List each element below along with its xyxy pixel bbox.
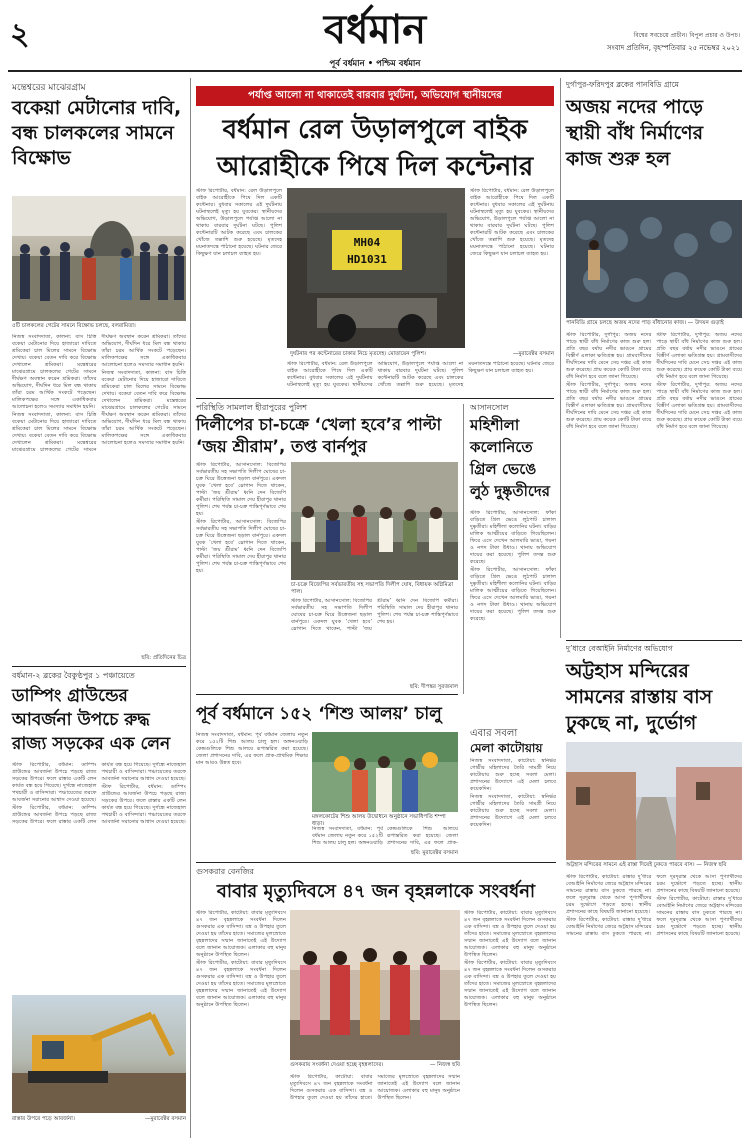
story6-kicker: আসানসোল <box>470 403 509 412</box>
masthead-rule <box>8 70 742 72</box>
story5-headline[interactable]: পূর্ব বর্ধমানে ১৫২ ‘শিশু আলয়’ চালু <box>196 704 442 724</box>
story1-body-text: নিজস্ব সংবাদদাতা, কালনা: বাস চিত্তি বকেয়া মেটানোর দিয়ে হাজারো দাবিতে শ্রমিকেরা চাল মিলের সামনে বিক্ষোভ দেখায়। বকেয়া বেতন দাবি করে বিক্ষোভ দেখালেন শ্রমিকরা। মন্তেশ্বরের মাঝেরগ্রামে চালকলের গেটের সামনে দীর্ঘক্ষণ অবস্থান করেন শ্রমিকরা। তাঁদের অভিযোগ, দীর্ঘদিন ধরে মিল বন্ধ থাকায় তাঁরা চরম আর্থিক সংকটে পড়েছেন। মালিকপক্ষের সঙ্গে একাধিকবার আলোচনা হলেও সমস্যার সমাধান হয়নি। <box>12 334 97 410</box>
temple-road-image <box>566 742 742 860</box>
story10-body-text-2: স্টাফ রিপোর্টার, কাটোয়া: বাবার মৃত্যুদিবসে ৪৭ জন বৃহন্নলাকে সংবর্ধনা দিলেন গুসকরার এক বাসিন্দা। বস্ত্র ও উপহার তুলে দেওয়া হয় তাঁদের হাতে। সমাজের মূলস্রোতে বৃহন্নলাদের সম্মান জানাতেই এই উদ্যোগ বলে জানান আয়োজক। এলাকার বহু মানুষ অনুষ্ঠানে উপস্থিত ছিলেন। <box>290 1074 460 1101</box>
story7-body-text: নিজস্ব সংবাদদাতা, কাটোয়া: স্বনির্ভর গোষ্ঠীর মহিলাদের তৈরি সামগ্রী নিয়ে কাটোয়ায় শুরু হচ্ছে সবলা মেলা। প্রশাসনের উদ্যোগে এই মেলা চলবে কয়েকদিন। <box>470 758 556 792</box>
story5-body-text: নিজস্ব সংবাদদাতা, বর্ধমান: পূর্ব বর্ধমান জেলায় নতুন করে ১৫২টি শিশু আলয় চালু হল। অঙ্গনওয়াড়ি কেন্দ্রগুলিকে শিশু আলয়ে রূপান্তরিত করা হয়েছে। জেলা প্রশাসনের দাবি, এর ফলে প্রাক-প্রাথমিক শিক্ষার মান আরও উন্নত হবে। <box>196 732 308 766</box>
story3-rule <box>196 398 554 399</box>
story7-body-text-cont: নিজস্ব সংবাদদাতা, কাটোয়া: স্বনির্ভর গোষ্ঠীর মহিলাদের তৈরি সামগ্রী নিয়ে কাটোয়ায় শুরু হচ্ছে সবলা মেলা। প্রশাসনের উদ্যোগে এই মেলা চলবে কয়েকদিন। <box>470 794 556 828</box>
story3-body-text: স্টাফ রিপোর্টার, বর্ধমান: রেল উড়ালপুলে বাইক আরোহীকে পিষে দিল একটি কন্টেনার। বুধবার সকালের এই দুর্ঘটনায় ঘটনাস্থলেই মৃত্যু হয় যুবকের। স্থানীয়দের অভিযোগ, উড়ালপুলে পর্যাপ্ত আলো না থাকায় বারবার দুর্ঘটনা ঘটছে। পুলিশ কন্টেনারটি আটক করেছে এবং চালকের খোঁজে তল্লাশি শুরু হয়েছে। মৃতদেহ ময়নাতদন্তে পাঠানো হয়েছে। ঘটনার জেরে কিছুক্ষণ যান চলাচল ব্যাহত হয়। <box>196 188 282 257</box>
story1-body <box>12 334 186 652</box>
felicitation-image <box>290 910 460 1060</box>
story1-byline: ছবি: প্রতিদিনের চিত্র <box>141 655 186 661</box>
story2-photo <box>12 995 186 1113</box>
page-number: ২ <box>10 17 30 52</box>
story3-body-text-2: স্টাফ রিপোর্টার, বর্ধমান: রেল উড়ালপুলে বাইক আরোহীকে পিষে দিল একটি কন্টেনার। বুধবার সকালের এই দুর্ঘটনায় ঘটনাস্থলেই মৃত্যু হয় যুবকের। স্থানীয়দের অভিযোগ, উড়ালপুলে পর্যাপ্ত আলো না থাকায় বারবার দুর্ঘটনা ঘটছে। পুলিশ কন্টেনারটি আটক করেছে এবং চালকের খোঁজে তল্লাশি শুরু হয়েছে। মৃতদেহ ময়নাতদন্তে পাঠানো হয়েছে। ঘটনার জেরে কিছুক্ষণ যান চলাচল ব্যাহত হয়। <box>470 188 554 257</box>
story10-byline: — নিজস্ব ছবি <box>429 1062 460 1068</box>
story2-body-text-cont: স্টাফ রিপোর্টার, বর্ধমান: ডাম্পিং গ্রাউন্ডের আবর্জনা উপচে পড়ছে রাজ্য সড়কের উপরে। ফলে রাস্তার একটি লেন কার্যত বন্ধ হয়ে গিয়েছে। দুর্গন্ধে নাজেহাল পথচারী ও বাসিন্দারা। পঞ্চায়েতের তরফে আবর্জনা সরানোর আশ্বাস দেওয়া হয়েছে। <box>12 762 186 825</box>
embankment-image <box>566 200 742 318</box>
story10-body-right <box>464 910 556 1136</box>
story4-kicker: পরিস্থিতি সামলাল হীরাপুরের পুলিশ <box>196 403 307 412</box>
story3-byline: —মুরারেক্টর বসমান <box>512 351 554 357</box>
protest-image <box>12 196 186 321</box>
story8-body-text-cont: স্টাফ রিপোর্টার, দুর্গাপুর: অজয় নদের পাড়ে স্থায়ী বাঁধ নির্মাণের কাজ শুরু হল। প্রতি বছর বর্ষায় নদীর ভাঙনে গ্রামের বিস্তীর্ণ এলাকা ক্ষতিগ্রস্ত হয়। গ্রামবাসীদের দীর্ঘদিনের দাবি মেনে সেচ দপ্তর এই কাজ শুরু করেছে। প্রায় কয়েক কোটি টাকা ব্যয়ে বাঁধ নির্মাণ হবে বলে জানা গিয়েছে। <box>566 382 652 430</box>
story4-body-text: স্টাফ রিপোর্টার, আসানসোল: বিজেপির সর্বভারতীয় সহ সভাপতি দিলীপ ঘোষের চা-চক্র ঘিরে উত্তেজনা ছড়াল বার্নপুরে। একদল যুবক ‘খেলা হবে’ স্লোগান দিতে থাকেন, পাল্টা ‘জয় শ্রীরাম’ ধ্বনি দেন বিজেপি কর্মীরা। পরিস্থিতি সামাল দেয় হীরাপুর থানার পুলিশ। শেষ পর্যন্ত চা-চক্র শান্তিপূর্ণভাবে শেষ হয়। <box>196 462 286 517</box>
story8-body-text: স্টাফ রিপোর্টার, দুর্গাপুর: অজয় নদের পাড়ে স্থায়ী বাঁধ নির্মাণের কাজ শুরু হল। প্রতি বছর বর্ষায় নদীর ভাঙনে গ্রামের বিস্তীর্ণ এলাকা ক্ষতিগ্রস্ত হয়। গ্রামবাসীদের দীর্ঘদিনের দাবি মেনে সেচ দপ্তর এই কাজ শুরু করেছে। প্রায় কয়েক কোটি টাকা ব্যয়ে বাঁধ নির্মাণ হবে বলে জানা গিয়েছে। <box>566 332 652 380</box>
story3-body-left <box>196 188 282 353</box>
story1-body-text-cont2: নিজস্ব সংবাদদাতা, কালনা: বাস চিত্তি বকেয়া মেটানোর দিয়ে হাজারো দাবিতে শ্রমিকেরা চাল মিলের সামনে বিক্ষোভ দেখায়। বকেয়া বেতন দাবি করে বিক্ষোভ দেখালেন শ্রমিকরা। মন্তেশ্বরের মাঝেরগ্রামে চালকলের গেটের সামনে দীর্ঘক্ষণ অবস্থান করেন শ্রমিকরা। তাঁদের অভিযোগ, দীর্ঘদিন ধরে মিল বন্ধ থাকায় তাঁরা চরম আর্থিক সংকটে পড়েছেন। মালিকপক্ষের সঙ্গে একাধিকবার আলোচনা হলেও সমস্যার সমাধান হয়নি। <box>101 370 186 446</box>
story2-body-text: স্টাফ রিপোর্টার, বর্ধমান: ডাম্পিং গ্রাউন্ডের আবর্জনা উপচে পড়ছে রাজ্য সড়কের উপরে। ফলে রাস্তার একটি লেন কার্যত বন্ধ হয়ে গিয়েছে। দুর্গন্ধে নাজেহাল পথচারী ও বাসিন্দারা। পঞ্চায়েতের তরফে আবর্জনা সরানোর আশ্বাস দেওয়া হয়েছে। <box>12 762 97 803</box>
story9-kicker: দু’ধারে বেআইনি নির্মাণের অভিযোগ <box>566 644 673 653</box>
story9-headline[interactable]: অট্টহাস মন্দিরের সামনের রাস্তায় বাস ঢুকছে না, দুর্ভোগ <box>566 660 713 734</box>
story3-body-bottom <box>287 361 554 393</box>
story9-body-text-cont: স্টাফ রিপোর্টার, কাটোয়া: রাস্তার দু’ধারে বেআইনি নির্মাণের জেরে অট্টহাস মন্দিরের সামনের রাস্তায় বাস ঢুকতে পারছে না। ফলে দূরদূরান্ত থেকে আসা পুণ্যার্থীদের চরম দুর্ভোগে পড়তে হচ্ছে। স্থানীয় প্রশাসনের কাছে বিষয়টি জানানো হয়েছে। <box>566 874 742 937</box>
story6-body-text-cont: স্টাফ রিপোর্টার, আসানসোল: ফাঁকা বাড়িতে গ্রিল ভেঙে লুঠপাট চালাল দুষ্কৃতীরা। মহিশীলা কলোনির ঘটনা। বাড়ির মালিক আত্মীয়ের বাড়িতে গিয়েছিলেন। ফিরে এসে দেখেন আলমারি ভাঙা, গয়না ও নগদ টাকা উধাও। থানায় অভিযোগ দায়ের করা হয়েছে। পুলিশ তদন্ত শুরু করেছে। <box>470 567 556 622</box>
story3-body-right <box>470 188 554 348</box>
story10-body-text: স্টাফ রিপোর্টার, কাটোয়া: বাবার মৃত্যুদিবসে ৪৭ জন বৃহন্নলাকে সংবর্ধনা দিলেন গুসকরার এক বাসিন্দা। বস্ত্র ও উপহার তুলে দেওয়া হয় তাঁদের হাতে। সমাজের মূলস্রোতে বৃহন্নলাদের সম্মান জানাতেই এই উদ্যোগ বলে জানান আয়োজক। এলাকার বহু মানুষ অনুষ্ঠানে উপস্থিত ছিলেন। <box>196 910 286 958</box>
story8-body-text-cont2: স্টাফ রিপোর্টার, দুর্গাপুর: অজয় নদের পাড়ে স্থায়ী বাঁধ নির্মাণের কাজ শুরু হল। প্রতি বছর বর্ষায় নদীর ভাঙনে গ্রামের বিস্তীর্ণ এলাকা ক্ষতিগ্রস্ত হয়। গ্রামবাসীদের দীর্ঘদিনের দাবি মেনে সেচ দপ্তর এই কাজ শুরু করেছে। প্রায় কয়েক কোটি টাকা ব্যয়ে বাঁধ নির্মাণ হবে বলে জানা গিয়েছে। <box>656 332 742 380</box>
story9-body <box>566 874 742 1136</box>
plate-bottom: HD1031 <box>347 253 387 266</box>
section-paschim[interactable]: পশ্চিম বর্ধমান <box>376 59 421 69</box>
story9-photo <box>566 742 742 860</box>
story10-body-text-4: স্টাফ রিপোর্টার, কাটোয়া: বাবার মৃত্যুদিবসে ৪৭ জন বৃহন্নলাকে সংবর্ধনা দিলেন গুসকরার এক বাসিন্দা। বস্ত্র ও উপহার তুলে দেওয়া হয় তাঁদের হাতে। সমাজের মূলস্রোতে বৃহন্নলাদের সম্মান জানাতেই এই উদ্যোগ বলে জানান আয়োজক। এলাকার বহু মানুষ অনুষ্ঠানে উপস্থিত ছিলেন। <box>464 960 556 1008</box>
story5-body-right <box>312 826 458 848</box>
inauguration-image <box>312 732 458 812</box>
story5-byline: ছবি: মুরারেক্টর বসমান <box>410 850 458 856</box>
story1-headline[interactable]: বকেয়া মেটানোর দাবি, বন্ধ চালকলের সামনে বিক্ষোভ <box>12 97 182 169</box>
story3-body-text-3: স্টাফ রিপোর্টার, বর্ধমান: রেল উড়ালপুলে বাইক আরোহীকে পিষে দিল একটি কন্টেনার। বুধবার সকালের এই দুর্ঘটনায় ঘটনাস্থলেই মৃত্যু হয় যুবকের। স্থানীয়দের অভিযোগ, উড়ালপুলে পর্যাপ্ত আলো না থাকায় বারবার দুর্ঘটনা ঘটছে। পুলিশ কন্টেনারটি আটক করেছে এবং চালকের খোঁজে তল্লাশি শুরু হয়েছে। মৃতদেহ ময়নাতদন্তে পাঠানো হয়েছে। ঘটনার জেরে কিছুক্ষণ যান চলাচল ব্যাহত হয়। <box>287 361 554 388</box>
story7-kicker: এবার সবলা <box>470 728 518 739</box>
story2-caption: রাস্তার উপরে পড়ে আবর্জনা। <box>12 1116 75 1122</box>
story4-body-left <box>196 462 286 690</box>
story9-caption: অট্টহাস মন্দিরের সামনে এই রাস্তা দিয়েই ঢুকতে পারবে বাস। — নিজস্ব ছবি <box>566 862 727 868</box>
story10-body-text-cont: স্টাফ রিপোর্টার, কাটোয়া: বাবার মৃত্যুদিবসে ৪৭ জন বৃহন্নলাকে সংবর্ধনা দিলেন গুসকরার এক বাসিন্দা। বস্ত্র ও উপহার তুলে দেওয়া হয় তাঁদের হাতে। সমাজের মূলস্রোতে বৃহন্নলাদের সম্মান জানাতেই এই উদ্যোগ বলে জানান আয়োজক। এলাকার বহু মানুষ অনুষ্ঠানে উপস্থিত ছিলেন। <box>196 960 286 1008</box>
story5-body-text-2: নিজস্ব সংবাদদাতা, বর্ধমান: পূর্ব বর্ধমান জেলায় নতুন করে ১৫২টি শিশু আলয় চালু হল। অঙ্গনওয়াড়ি কেন্দ্রগুলিকে শিশু আলয়ে রূপান্তরিত করা হয়েছে। জেলা প্রশাসনের দাবি, এর ফলে প্রাক- <box>312 826 458 846</box>
story1-rule <box>12 666 186 667</box>
story4-body-text-2: স্টাফ রিপোর্টার, আসানসোল: বিজেপির সর্বভারতীয় সহ সভাপতি দিলীপ ঘোষের চা-চক্র ঘিরে উত্তেজনা ছড়াল বার্নপুরে। একদল যুবক ‘খেলা হবে’ স্লোগান দিতে থাকেন, পাল্টা ‘জয় শ্রীরাম’ ধ্বনি দেন বিজেপি কর্মীরা। পরিস্থিতি সামাল দেয় হীরাপুর থানার পুলিশ। শেষ পর্যন্ত চা-চক্র শান্তিপূর্ণভাবে শেষ হয়। <box>291 598 458 632</box>
story2-kicker: বর্ধমান-২ ব্লকের বৈকুণ্ঠপুর ১ পঞ্চায়েতে <box>12 671 135 680</box>
story8-rule <box>566 640 742 641</box>
story9-body-text-cont2: স্টাফ রিপোর্টার, কাটোয়া: রাস্তার দু’ধারে বেআইনি নির্মাণের জেরে অট্টহাস মন্দিরের সামনের রাস্তায় বাস ঢুকতে পারছে না। ফলে দূরদূরান্ত থেকে আসা পুণ্যার্থীদের চরম দুর্ভোগে পড়তে হচ্ছে। স্থানীয় প্রশাসনের কাছে বিষয়টি জানানো হয়েছে। <box>656 896 742 937</box>
story10-caption: গুসকরায় সংবর্ধনা দেওয়া হচ্ছে বৃহন্নলাদের। <box>290 1062 384 1068</box>
tea-meeting-image <box>291 462 458 580</box>
section-separator: • <box>367 59 377 69</box>
story9-body-text: স্টাফ রিপোর্টার, কাটোয়া: রাস্তার দু’ধারে বেআইনি নির্মাণের জেরে অট্টহাস মন্দিরের সামনের রাস্তায় বাস ঢুকতে পারছে না। ফলে দূরদূরান্ত থেকে আসা পুণ্যার্থীদের চরম দুর্ভোগে পড়তে হচ্ছে। স্থানীয় প্রশাসনের কাছে বিষয়টি জানানো হয়েছে। <box>566 874 652 915</box>
story10-body-text-3: স্টাফ রিপোর্টার, কাটোয়া: বাবার মৃত্যুদিবসে ৪৭ জন বৃহন্নলাকে সংবর্ধনা দিলেন গুসকরার এক বাসিন্দা। বস্ত্র ও উপহার তুলে দেওয়া হয় তাঁদের হাতে। সমাজের মূলস্রোতে বৃহন্নলাদের সম্মান জানাতেই এই উদ্যোগ বলে জানান আয়োজক। এলাকার বহু মানুষ অনুষ্ঠানে উপস্থিত ছিলেন। <box>464 910 556 958</box>
story1-photo <box>12 196 186 321</box>
story1-caption: ৫টি চালকলের গেটের সামনে বিক্ষোভ চলছে, বলরামিতা। <box>12 323 136 329</box>
column-rule-center <box>463 404 464 694</box>
story4-rule <box>196 694 458 695</box>
story3-headline[interactable]: বর্ধমান রেল উড়ালপুলে বাইক আরোহীকে পিষে দিল কন্টেনার <box>216 115 534 182</box>
story8-photo <box>566 200 742 318</box>
story1-body-text-cont: নিজস্ব সংবাদদাতা, কালনা: বাস চিত্তি বকেয়া মেটানোর দিয়ে হাজারো দাবিতে শ্রমিকেরা চাল মিলের সামনে বিক্ষোভ দেখায়। বকেয়া বেতন দাবি করে বিক্ষোভ দেখালেন শ্রমিকরা। মন্তেশ্বরের মাঝেরগ্রামে চালকলের গেটের সামনে দীর্ঘক্ষণ অবস্থান করেন শ্রমিকরা। তাঁদের অভিযোগ, দীর্ঘদিন ধরে মিল বন্ধ থাকায় তাঁরা চরম আর্থিক সংকটে পড়েছেন। মালিকপক্ষের সঙ্গে একাধিকবার আলোচনা হলেও সমস্যার সমাধান হয়নি। <box>12 334 186 453</box>
story10-photo <box>290 910 460 1060</box>
masthead-dateline: সংবাদ প্রতিদিন, বৃহস্পতিবার ২৫ নভেম্বর ২০২১ <box>606 44 740 52</box>
column-rule-right <box>560 78 561 638</box>
container-truck-image <box>287 188 465 348</box>
story10-kicker: গুসকরার বেনজির <box>196 867 254 876</box>
story4-headline[interactable]: দিলীপের চা-চক্রে ‘খেলা হবে’র পাল্টা ‘জয় শ্রীরাম’, তপ্ত বার্নপুর <box>196 415 442 456</box>
story6-body-text: স্টাফ রিপোর্টার, আসানসোল: ফাঁকা বাড়িতে গ্রিল ভেঙে লুঠপাট চালাল দুষ্কৃতীরা। মহিশীলা কলোনির ঘটনা। বাড়ির মালিক আত্মীয়ের বাড়িতে গিয়েছিলেন। ফিরে এসে দেখেন আলমারি ভাঙা, গয়না ও নগদ টাকা উধাও। থানায় অভিযোগ দায়ের করা হয়েছে। পুলিশ তদন্ত শুরু করেছে। <box>470 510 556 565</box>
story4-byline: ছবি: দীপঙ্কর সুরজমাল <box>409 684 458 690</box>
story1-kicker: মন্তেশ্বরের মাঝেরগ্রাম <box>12 83 86 93</box>
story10-body-bottom <box>290 1074 460 1136</box>
story4-body-right <box>291 598 458 682</box>
story2-byline: —মুরারেক্টর বসমান <box>144 1116 186 1122</box>
story8-body-text-cont3: স্টাফ রিপোর্টার, দুর্গাপুর: অজয় নদের পাড়ে স্থায়ী বাঁধ নির্মাণের কাজ শুরু হল। প্রতি বছর বর্ষায় নদীর ভাঙনে গ্রামের বিস্তীর্ণ এলাকা ক্ষতিগ্রস্ত হয়। গ্রামবাসীদের দীর্ঘদিনের দাবি মেনে সেচ দপ্তর এই কাজ শুরু করেছে। প্রায় কয়েক কোটি টাকা ব্যয়ে বাঁধ নির্মাণ হবে বলে জানা গিয়েছে। <box>656 382 742 430</box>
story4-photo <box>291 462 458 580</box>
story2-body-text-cont2: স্টাফ রিপোর্টার, বর্ধমান: ডাম্পিং গ্রাউন্ডের আবর্জনা উপচে পড়ছে রাজ্য সড়কের উপরে। ফলে রাস্তার একটি লেন কার্যত বন্ধ হয়ে গিয়েছে। দুর্গন্ধে নাজেহাল পথচারী ও বাসিন্দারা। পঞ্চায়েতের তরফে আবর্জনা সরানোর আশ্বাস দেওয়া হয়েছে। <box>101 784 186 825</box>
story4-caption: চা-চক্রে বিজেপির সর্বভারতীয় সহ সভাপতি দিলীপ ঘোষ, বিধায়ক অগ্নিমিত্রা পাল। <box>291 582 454 595</box>
story5-body-left <box>196 732 308 848</box>
story8-headline[interactable]: অজয় নদের পাড়ে স্থায়ী বাঁধ নির্মাণের কাজ শুরু হল <box>566 96 704 170</box>
story3-banner: পর্যাপ্ত আলো না থাকাতেই বারবার দুর্ঘটনা, অভিযোগ স্থানীয়দের <box>196 86 554 106</box>
story2-headline[interactable]: ডাম্পিং গ্রাউন্ডের আবর্জনা উপচে রুদ্ধ রাজ্য সড়কের এক লেন <box>12 686 171 754</box>
story6-headline[interactable]: মহিশীলা কলোনিতে গ্রিল ভেঙে লুঠ দুষ্কৃতীদের <box>470 416 551 500</box>
story5-photo <box>312 732 458 812</box>
story7-body <box>470 758 556 858</box>
story4-body-text-cont: স্টাফ রিপোর্টার, আসানসোল: বিজেপির সর্বভারতীয় সহ সভাপতি দিলীপ ঘোষের চা-চক্র ঘিরে উত্তেজনা ছড়াল বার্নপুরে। একদল যুবক ‘খেলা হবে’ স্লোগান দিতে থাকেন, পাল্টা ‘জয় শ্রীরাম’ ধ্বনি দেন বিজেপি কর্মীরা। পরিস্থিতি সামাল দেয় হীরাপুর থানার পুলিশ। শেষ পর্যন্ত চা-চক্র শান্তিপূর্ণভাবে শেষ হয়। <box>196 519 286 574</box>
story10-body-left <box>196 910 286 1136</box>
story7-rule <box>196 862 556 863</box>
story7-headline[interactable]: মেলা কাটোয়ায় <box>470 741 543 755</box>
story3-photo <box>287 188 465 348</box>
story3-caption: দুর্ঘটনার পর কন্টেনারের চাকার নিচে মৃতদেহ। মোতায়েন পুলিশ। <box>290 351 426 357</box>
plate-top: MH04 <box>353 236 381 249</box>
section-purba[interactable]: পূর্ব বর্ধমান <box>329 59 365 69</box>
story8-caption: পানবিডি গ্রামে চলছে অজয় নদের পাড় বাঁধানোর কাজ। — উদয়ন গুড়াই <box>566 320 724 326</box>
story10-headline[interactable]: বাবার মৃত্যুদিবসে ৪৭ জন বৃহন্নলাকে সংবর্ধনা <box>216 881 536 902</box>
story5-caption: মঙ্গলকোটের শিশু আলয় উদ্বোধনে অনুষ্ঠানে সভাধিপতি শম্পা ধাড়া। <box>312 814 446 827</box>
masthead-tagline: বিশ্বের সবচেয়ে প্রাচীন। বিপুল প্রচার ও উপচ। <box>633 32 740 39</box>
story2-body <box>12 762 186 990</box>
masthead-title: বর্ধমান <box>323 7 427 53</box>
masthead-sections <box>290 57 460 71</box>
column-rule-left <box>190 78 191 1138</box>
excavator-image <box>12 995 186 1113</box>
story8-body <box>566 332 742 636</box>
story6-body <box>470 510 556 690</box>
story8-kicker: দুর্গাপুর-ফরিদপুর ব্লকের পানবিডি গ্রামে <box>566 80 679 89</box>
